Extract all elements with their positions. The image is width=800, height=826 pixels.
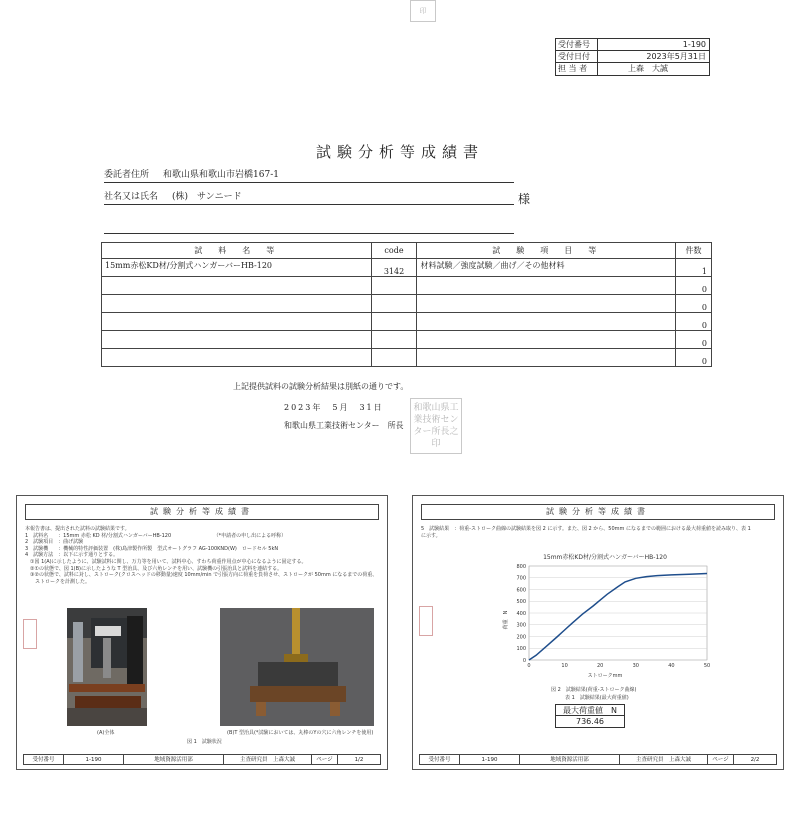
official-seal-stamp: 和歌山県工業技術センター所長之印 [410, 398, 462, 454]
page1-body-text: 本報告書は、提出された試料の試験結果です。 1 試料名 ：15mm 赤松 KD 材/分割式ハンガーバーHB-120 （*申請者の申し出による呼称） 2 試験項目 ：曲げ試験 3 試験機 ：機械的特性評価装置 (株)島津製作所製 型式オートグラフ AG-100KND(W) ロードセル 5kN 4 試験方法 ：以下に示す通りとする。 ①図 1(A)に示したように、試験試料に関し、万力等を用いて、試料中心、すわち荷重作用点が中心になるように固定する。 ②①の状態で、図 1(B)に示したような T 型治具、及び六角レンチを用い、試験機の引張治具と試料を連結する。 ③②の状態で、試料に対し、ストローク(クロスヘッドの移動量)速度 10mm/min で引張方向に荷重を負荷させ、ストロークが 50mm になるまでの荷重、 ストロークを計測した。 [25, 526, 378, 585]
code-cell [371, 295, 417, 313]
sample-name-cell [102, 313, 372, 331]
count-cell: 0 [676, 349, 712, 367]
report-page-1 [16, 495, 388, 770]
page1-footer [23, 754, 381, 765]
reception-date-label: 受付日付 [556, 51, 598, 62]
header-sample-name: 試 料 名 等 [102, 243, 372, 259]
footer-department: 地域資源活用部 [520, 755, 620, 764]
blank-line [104, 233, 514, 234]
page2-title: 試験分析等成績書 [421, 504, 775, 520]
page1-seal-stamp [23, 619, 37, 649]
sample-name-cell [102, 331, 372, 349]
load-stroke-chart [493, 550, 713, 680]
chart-y-tick-label: 200 [516, 634, 526, 641]
sample-name-cell [102, 277, 372, 295]
client-address-value: 和歌山県和歌山市岩橋167-1 [163, 170, 279, 180]
client-address-label: 委託者住所 [104, 170, 150, 180]
reception-date-row [556, 51, 709, 63]
chart-x-tick-label: 50 [703, 663, 711, 669]
client-name-label: 社名又は氏名 [104, 192, 159, 202]
footer-reception-label: 受付番号 [420, 755, 460, 764]
footer-reception-number: 1-190 [64, 755, 124, 764]
person-in-charge-label: 担 当 者 [556, 63, 598, 75]
page1-title: 試験分析等成績書 [25, 504, 379, 520]
code-cell: 3142 [371, 259, 417, 277]
test-item-cell [417, 277, 676, 295]
code-cell [371, 277, 417, 295]
chart-y-tick-label: 100 [516, 646, 526, 653]
sample-name-cell [102, 349, 372, 367]
page2-footer [419, 754, 777, 765]
count-cell: 0 [676, 313, 712, 331]
client-name-value: (株) サンニード [172, 192, 242, 202]
chart-tick-labels [516, 564, 710, 669]
chart-y-tick-label: 500 [516, 599, 526, 606]
chart-grid [529, 566, 707, 660]
reception-number-value: 1-190 [682, 40, 706, 49]
table-row [102, 259, 712, 277]
chart-y-tick-label: 400 [516, 610, 526, 617]
header-test-items: 試 験 項 目 等 [417, 243, 676, 259]
footer-department: 地域資源活用部 [124, 755, 224, 764]
footer-page-label: ページ [312, 755, 338, 764]
code-cell [371, 349, 417, 367]
page2-body-text: 5 試験結果 ：荷重-ストローク曲線の試験結果を図 2 に示す。また、図 2 から、50mm になるまでの範囲における最大荷重値を読み取り、表 1 に示す。 [421, 526, 751, 539]
count-cell: 0 [676, 295, 712, 313]
reception-date-value: 2023年5月31日 [646, 52, 706, 61]
footer-page-label: ページ [708, 755, 734, 764]
chart-x-tick-label: 0 [527, 663, 531, 669]
items-table-header [102, 243, 712, 259]
code-cell [371, 331, 417, 349]
table-row [102, 331, 712, 349]
table-row [102, 295, 712, 313]
reception-number-label: 受付番号 [556, 39, 598, 50]
document-title: 試験分析等成績書 [315, 143, 484, 161]
test-item-cell [417, 313, 676, 331]
page2-seal-stamp [419, 606, 433, 636]
footer-page-number: 1/2 [354, 757, 364, 763]
test-item-cell [417, 331, 676, 349]
count-cell: 0 [676, 277, 712, 295]
person-in-charge-row [556, 63, 709, 75]
caption-a: (A)全体 [97, 730, 115, 736]
chart-x-tick-label: 20 [597, 663, 604, 669]
chart-y-tick-label: 300 [516, 622, 526, 629]
honorific: 様 [518, 192, 531, 206]
person-in-charge-value: 上森 大誠 [628, 64, 668, 73]
sample-name-cell: 15mm赤松KD材/分割式ハンガーバーHB-120 [102, 259, 372, 277]
chart-y-tick-label: 0 [522, 657, 526, 664]
test-item-cell: 材料試験／強度試験／曲げ／その他材料 [417, 259, 676, 277]
photo-test-machine [67, 608, 147, 726]
table-row [102, 313, 712, 331]
caption-b: (B)T 型治具(*試験においては、丸棒のYの穴に六角レンチを使用) [227, 730, 374, 736]
chart-y-tick-label: 700 [516, 575, 526, 582]
test-item-cell [417, 295, 676, 313]
chart-title: 15mm赤松KD材/分割式ハンガーバーHB-120 [543, 554, 667, 561]
footer-reception-number: 1-190 [460, 755, 520, 764]
chart-x-tick-label: 30 [632, 663, 639, 669]
max-load-value: 736.46 [555, 716, 625, 728]
footer-page-number: 2/2 [750, 757, 760, 763]
footer-researcher: 主査研究員 上森大誠 [620, 755, 708, 764]
issuer-name: 和歌山県工業技術センター 所長 [284, 421, 404, 430]
chart-x-axis-label: ストロークmm [587, 673, 623, 679]
chart-x-tick-label: 10 [561, 663, 568, 669]
chart-y-axis-label: 荷重 N [503, 610, 509, 630]
max-load-label: 最大荷重値 N [555, 704, 625, 716]
figure-2-caption: 図 2 試験結果(荷重-ストローク曲線) [551, 687, 637, 693]
table-row [102, 349, 712, 367]
footer-researcher: 主査研究員 上森大誠 [224, 755, 312, 764]
photo-t-jig [220, 608, 374, 726]
reception-number-row [556, 39, 709, 51]
issue-date: 2023年 5月 31日 [284, 403, 384, 412]
count-cell: 1 [676, 259, 712, 277]
top-seal-stamp: 印 [410, 0, 436, 22]
sample-name-cell [102, 295, 372, 313]
chart-y-tick-label: 600 [516, 587, 526, 594]
header-code: code [371, 243, 417, 259]
report-page-2 [412, 495, 784, 770]
test-item-cell [417, 349, 676, 367]
results-note: 上記提供試料の試験分析結果は別紙の通りです。 [233, 382, 409, 391]
header-count: 件数 [676, 243, 712, 259]
client-address-field [104, 168, 514, 183]
items-table [101, 242, 712, 367]
load-stroke-series-line [529, 574, 707, 661]
footer-reception-label: 受付番号 [24, 755, 64, 764]
table-row [102, 277, 712, 295]
code-cell [371, 313, 417, 331]
table-1-caption: 表 1 試験結果(最大荷重値) [565, 695, 629, 701]
chart-x-tick-label: 40 [668, 663, 675, 669]
reception-info-box [555, 38, 710, 76]
client-name-field [104, 190, 514, 205]
figure-1-caption: 図 1 試験状況 [187, 739, 222, 745]
count-cell: 0 [676, 331, 712, 349]
chart-y-tick-label: 800 [516, 563, 526, 570]
